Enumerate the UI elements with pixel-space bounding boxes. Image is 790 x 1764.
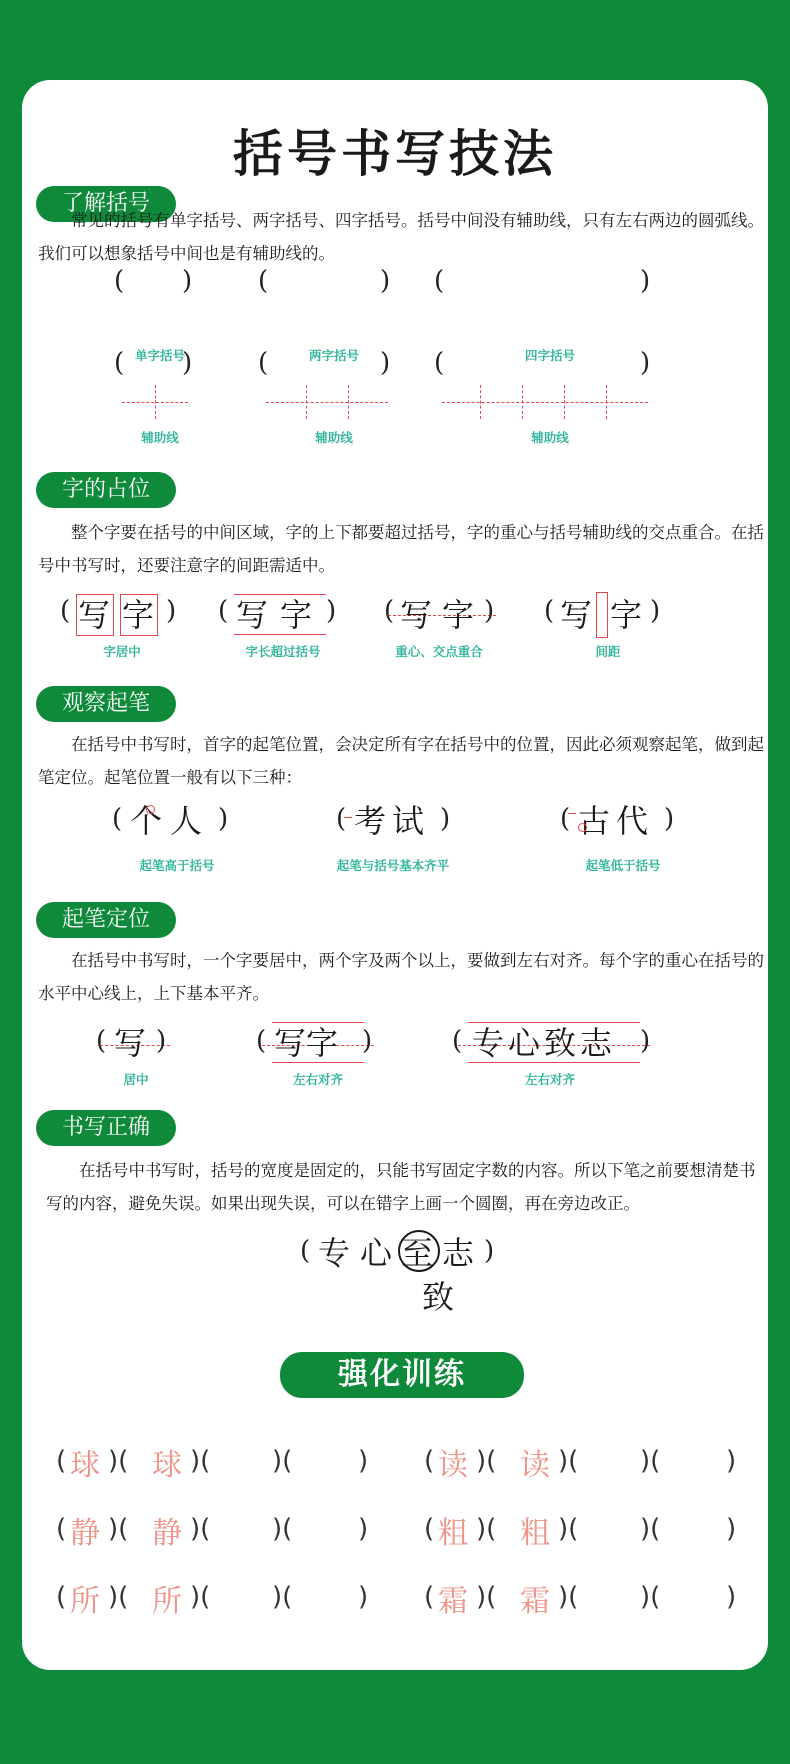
section-heading-training: 强化训练 bbox=[280, 1352, 524, 1398]
caption-align-double: 左右对齐 bbox=[292, 1072, 343, 1087]
caption-aux-line-1: 辅助线 bbox=[141, 430, 179, 445]
section-heading-understand-brackets: 了解括号 bbox=[36, 186, 176, 222]
caption-start-low: 起笔低于括号 bbox=[585, 858, 661, 873]
section-text-char-position: 整个字要在括号的中间区域，字的上下都要超过括号，字的重心与括号辅助线的交点重合。在括号中书写时，还要注意字的间距需适中。 bbox=[38, 523, 764, 575]
section-heading-observe-start: 观察起笔 bbox=[36, 686, 176, 722]
caption-taller: 字长超过括号 bbox=[245, 644, 321, 659]
content-card: 括号书写技法 了解括号 常见的括号有单字括号、两字括号、四字括号。括号中间没有辅助线，只有左右两边的圆弧线。我们可以想象括号中间也是有辅助线的。 ( ) ( ) ( ) 单字括号 两字括号 四字括号 ( ) ( ) ( ) 辅助线 辅助线 辅助线 字的占位 整个字要在括号的中间区域，字的上下都要超过括号，字的重心与括号辅助线的交点重合。在括号中书写时，还要注意字的间距需适中。 ( 写 字 ) ( 写 字 ) ( 写 字 ) ( 写 字 ) 字居中 字长超过括号 重心、交点重合 间距 观察起笔 在括号中书写时，首字的起笔位置，会决定所有字在括号中的位置，因此必须观察起笔，做到起笔定位。起笔位置一般有以下三种： ( 个人 ) ( 考试 ) ( 古代 ) 起笔高于括号 起笔与括号基本齐平 起笔低于括号 起笔定位 在括号中书写时，一个字要居中，两个字及两个以上，要做到左右对齐。每个字的重心在括号的水平中心线上，上下基本平齐。 ( 写 ) ( 写字 ) ( 专心致志 ) 居中 左右对齐 左右对齐 书写正确 在括号中书写时，括号的宽度是固定的，只能书写固定字数的内容。所以下笔之前要想清楚书写的内容，避免失误。如果出现失误，可以在错字上画一个圆圈，再在旁边改正。 ( 专 心 至 志 ) 致 强化训练 ( 球 )( 球 )( )( ) ( 读 )( 读 )( )( ) ( 静 )( 静 )( )( ) ( 粗 )( 粗 )( )( ) ( 所 )( 所 )( )( ) ( 霜 )( 霜 )( )( ) bbox=[22, 80, 768, 1670]
section-heading-char-position: 字的占位 bbox=[36, 472, 176, 508]
caption-center-overlap: 重心、交点重合 bbox=[395, 644, 483, 659]
section-heading-write-correct: 书写正确 bbox=[36, 1110, 176, 1146]
caption-start-high: 起笔高于括号 bbox=[139, 858, 215, 873]
section-text-start-position: 在括号中书写时，一个字要居中，两个字及两个以上，要做到左右对齐。每个字的重心在括号的水平中心线上，上下基本平齐。 bbox=[38, 951, 764, 1003]
caption-quad-bracket: 四字括号 bbox=[524, 348, 575, 363]
caption-double-bracket: 两字括号 bbox=[308, 348, 359, 363]
caption-aux-line-3: 辅助线 bbox=[531, 430, 569, 445]
section-text-write-correct: 在括号中书写时，括号的宽度是固定的，只能书写固定字数的内容。所以下笔之前要想清楚书写的内容，避免失误。如果出现失误，可以在错字上画一个圆圈，再在旁边改正。 bbox=[46, 1161, 756, 1213]
section-text-observe-start: 在括号中书写时，首字的起笔位置，会决定所有字在括号中的位置，因此必须观察起笔，做到起笔定位。起笔位置一般有以下三种： bbox=[38, 735, 764, 787]
caption-align-quad: 左右对齐 bbox=[524, 1072, 575, 1087]
caption-spacing: 间距 bbox=[595, 644, 621, 659]
caption-align-center: 居中 bbox=[123, 1072, 149, 1087]
caption-centered: 字居中 bbox=[103, 644, 141, 659]
section-text-understand-brackets: 常见的括号有单字括号、两字括号、四字括号。括号中间没有辅助线，只有左右两边的圆弧线。我们可以想象括号中间也是有辅助线的。 bbox=[38, 211, 764, 263]
caption-aux-line-2: 辅助线 bbox=[315, 430, 353, 445]
caption-single-bracket: 单字括号 bbox=[134, 348, 185, 363]
section-heading-start-position: 起笔定位 bbox=[36, 902, 176, 938]
caption-start-level: 起笔与括号基本齐平 bbox=[336, 858, 450, 873]
page-title: 括号书写技法 bbox=[233, 125, 557, 183]
